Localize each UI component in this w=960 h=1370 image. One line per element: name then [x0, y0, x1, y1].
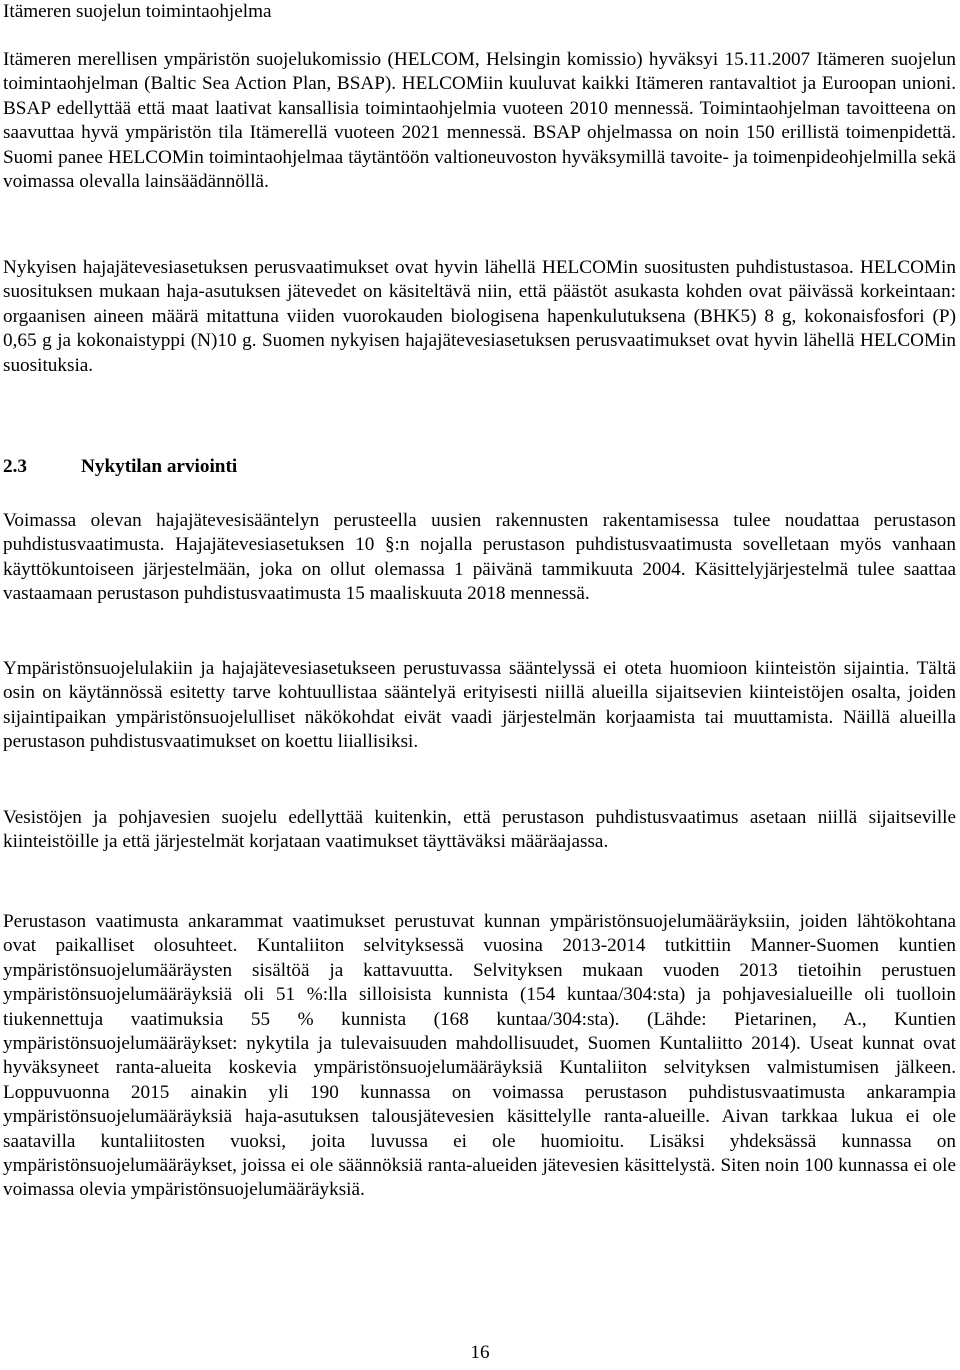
paragraph-helcom-action-plan: Itämeren merellisen ympäristön suojelukomissio (HELCOM, Helsingin komissio) hyväksyi 15.11.2007 Itämeren suojelun toimintaohjelman (Baltic Sea Action Plan, BSAP). HELCOMiin kuuluvat kaikki Itämeren rantavaltiot ja Euroopan unioni. BSAP edellyttää että maat laativat kansallisia toimintaohjelmia vuoteen 2010 mennessä. Toimintaohjelman tavoitteena on saavuttaa hyvä ympäristön tila Itämerellä vuoteen 2021 mennessä. BSAP ohjelmassa on noin 150 erillistä toimenpidettä. Suomi panee HELCOMin toimintaohjelmaa täytäntöön valtioneuvoston hyväksymillä tavoite- ja toimenpideohjelmilla sekä voimassa olevalla lainsäädännöllä. — [3, 49, 956, 193]
paragraph-helcom-recommendations: Nykyisen hajajätevesiasetuksen perusvaatimukset ovat hyvin lähellä HELCOMin suositusten puhdistustasoa. HELCOMin suosituksen mukaan haja-asutuksen jätevedet on käsiteltävä niin, että päästöt asukasta kohden ovat päivässä korkeintaan: orgaanisen aineen määrä mitattuna viiden vuorokauden biologisena hapenkulutuksena (BHK5) 8 g, kokonaisfosfori (P) 0,65 g ja kokonaistyppi (N)10 g. Suomen nykyisen hajajätevesiasetuksen perusvaatimukset ovat hyvin lähellä HELCOMin suosituksia. — [3, 257, 956, 376]
paragraph-municipal-regulations: Perustason vaatimusta ankarammat vaatimukset perustuvat kunnan ympäristönsuojelumääräyksiin, joiden lähtökohtana ovat paikalliset olosuhteet. Kuntaliiton selvityksessä vuosina 2013-2014 tutkittiin Manner-Suomen kuntien ympäristönsuojelumääräysten sisältöä ja kattavuutta. Selvityksen mukaan vuoden 2013 tietoihin perustuen ympäristönsuojelumääräyksiä oli 51 %:lla silloisista kunnista (154 kuntaa/304:sta) ja pohjavesialueille oli tuolloin tiukennettuja vaatimuksia 55 % kunnista (168 kuntaa/304:sta). (Lähde: Pietarinen, A., Kuntien ympäristönsuojelumääräykset: nykytila ja tulevaisuuden mahdollisuudet, Suomen Kuntaliitto 2014). Useat kunnat ovat hyväksyneet ranta-alueita koskevia ympäristönsuojelumääräyksiä Kuntaliiton selvityksen valmistumisen jälkeen. Loppuvuonna 2015 ainakin yli 190 kunnassa on voimassa perustason puhdistusvaatimusta ankarampia ympäristönsuojelumääräyksiä haja-asutuksen talousjätevesien käsittelylle ranta-alueille. Aivan tarkkaa lukua ei ole saatavilla kuntaliitosten vuoksi, joita luvussa ei ole huomioitu. Lisäksi yhdeksässä kunnassa on ympäristönsuojelumääräykset, joissa ei ole säännöksiä ranta-alueiden jätevesien käsittelystä. Siten noin 100 kunnassa ei ole voimassa olevia ympäristönsuojelumääräyksiä. — [3, 911, 956, 1201]
page-number: 16 — [470, 1342, 490, 1363]
section-number: 2.3 — [3, 456, 27, 477]
section-heading — [3, 455, 237, 479]
paragraph-water-protection: Vesistöjen ja pohjavesien suojelu edellyttää kuitenkin, että perustason puhdistusvaatimus asetaan niillä sijaitseville kiinteistöille ja että järjestelmät korjataan vaatimukset täyttäväksi määräajassa. — [3, 807, 956, 853]
paragraph-basic-requirement: Voimassa olevan hajajätevesisääntelyn perusteella uusien rakennusten rakentamisessa tulee noudattaa perustason puhdistusvaatimusta. Hajajätevesiasetuksen 10 §:n nojalla perustason puhdistusvaatimusta sovelletaan myös vanhaan käyttökuntoiseen järjestelmään, joka on ollut olemassa 1 päivänä tammikuuta 2004. Käsittelyjärjestelmä tulee saattaa vastaamaan perustason puhdistusvaatimusta 15 maaliskuuta 2018 mennessä. — [3, 510, 956, 605]
top-heading: Itämeren suojelun toimintaohjelma — [3, 1, 272, 22]
section-title: Nykytilan arviointi — [81, 456, 238, 477]
paragraph-location-regulation: Ympäristönsuojelulakiin ja hajajätevesiasetukseen perustuvassa sääntelyssä ei oteta huomioon kiinteistön sijaintia. Tältä osin on käytännössä esitetty tarve kohtuullistaa sääntelyä erityisesti niillä alueilla sijaitsevien kiinteistöjen osalta, joiden sijaintipaikan ympäristönsuojelulliset näkökohdat eivät vaadi järjestelmän korjaamista tai muuttamista. Näillä alueilla perustason puhdistusvaatimukset on koettu liiallisiksi. — [3, 658, 956, 753]
